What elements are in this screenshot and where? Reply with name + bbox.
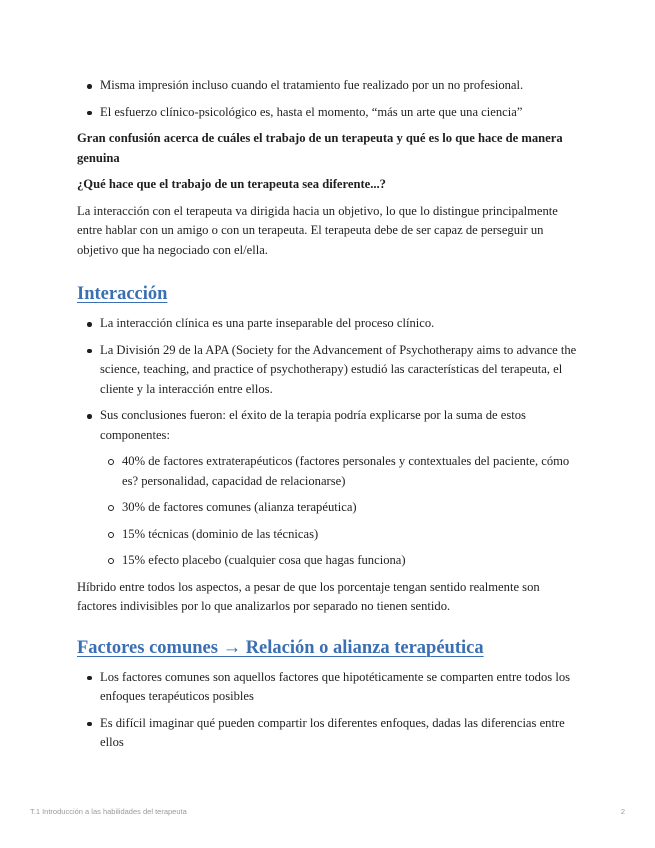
list-item: Los factores comunes son aquellos factores que hipotéticamente se comparten entre todos los enfoques terapéuticos posibles [77, 668, 577, 707]
sub-list-item: 40% de factores extraterapéuticos (factores personales y contextuales del paciente, cómo es? personalidad, capacidad de relacionarse) [100, 452, 577, 491]
paragraph-objective: La interacción con el terapeuta va dirigida hacia un objetivo, lo que lo distingue principalmente entre hablar con un amigo o con un terapeuta. El terapeuta debe de ser capaz de perseguir un objetivo que ha negociado con el/ella. [77, 203, 558, 257]
heading-factores-comunes: Factores comunes → Relación o alianza terapéutica [77, 637, 484, 658]
list-item: La interacción clínica es una parte inseparable del proceso clínico. [77, 314, 577, 334]
paragraph-hybrid: Híbrido entre todos los aspectos, a pesar de que los porcentaje tengan sentido realmente son factores indivisibles por lo que analizarlos por separado no tienen sentido. [77, 579, 540, 613]
intro-bullet-list [77, 76, 577, 122]
sub-list-item: 30% de factores comunes (alianza terapéutica) [100, 498, 577, 518]
list-item [77, 406, 577, 571]
document-body [77, 76, 577, 760]
list-item: La División 29 de la APA (Society for the Advancement of Psychotherapy aims to advance the science, teaching, and practice of psychotherapy) estudió las características del terapeuta, el cliente y la interacción entre ellos. [77, 341, 577, 400]
list-item: Misma impresión incluso cuando el tratamiento fue realizado por un no profesional. [77, 76, 577, 96]
list-item-text: Sus conclusiones fueron: el éxito de la terapia podría explicarse por la suma de estos componentes: [100, 408, 526, 442]
bold-question: ¿Qué hace que el trabajo de un terapeuta sea diferente...? [77, 177, 386, 191]
page-number: 2 [620, 807, 625, 816]
list-item: El esfuerzo clínico-psicológico es, hasta el momento, “más un arte que una ciencia” [77, 103, 577, 123]
factores-bullet-list [77, 668, 577, 753]
footer-title: T.1 Introducción a las habilidades del terapeuta [30, 807, 187, 816]
page-footer [30, 807, 625, 817]
components-sub-list [100, 452, 577, 571]
sub-list-item: 15% efecto placebo (cualquier cosa que hagas funciona) [100, 551, 577, 571]
list-item: Es difícil imaginar qué pueden compartir los diferentes enfoques, dadas las diferencias entre ellos [77, 714, 577, 753]
bold-statement: Gran confusión acerca de cuáles el trabajo de un terapeuta y qué es lo que hace de manera genuina [77, 131, 563, 165]
sub-list-item: 15% técnicas (dominio de las técnicas) [100, 525, 577, 545]
heading-interaccion: Interacción [77, 284, 168, 304]
interaccion-bullet-list [77, 314, 577, 571]
